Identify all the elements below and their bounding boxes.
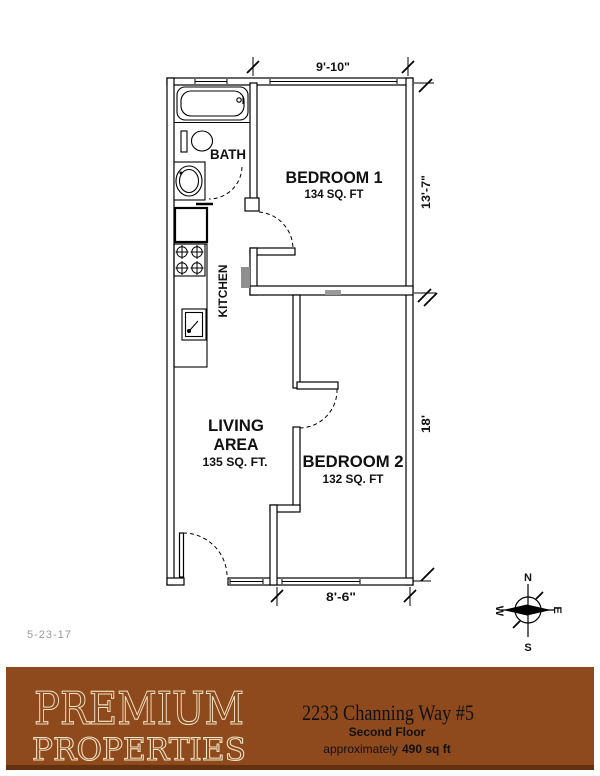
floor-label: Second Floor — [348, 725, 426, 739]
dim-right-lower-label: 18' — [421, 417, 433, 433]
address-label: 2233 Channing Way #5 — [302, 700, 474, 725]
living-area-sqft-label: 135 SQ. FT. — [202, 457, 268, 469]
living-area-label-line1: LIVING — [208, 417, 264, 435]
entry-door-leaf — [180, 533, 184, 577]
bath-sink-faucet-icon — [180, 172, 183, 175]
wall-bath-divider — [250, 83, 257, 200]
date-label: 5-23-17 — [27, 629, 72, 641]
bedroom2-area-label: 132 SQ. FT — [322, 474, 384, 486]
bedroom2-door-leaf — [297, 382, 338, 389]
footer — [6, 667, 594, 770]
wall-bottom-left-stub — [167, 578, 184, 585]
stove — [174, 244, 205, 276]
stove-burners — [176, 245, 204, 275]
sink-vanity — [174, 162, 205, 200]
dim-top-label: 9'-10" — [316, 62, 350, 74]
kitchen-label: KITCHEN — [216, 264, 230, 318]
dimension-bottom — [271, 587, 416, 606]
compass-w-label: W — [493, 605, 505, 617]
dimension-right-lower — [413, 415, 434, 581]
living-area-label-line2: AREA — [213, 436, 259, 454]
dim-right-upper-label: 13'-7" — [421, 177, 433, 209]
wall-door-jamb — [245, 198, 259, 211]
toilet-tank — [181, 131, 187, 152]
compass-tick-sw — [513, 621, 520, 628]
wall-bedroom2-left-upper — [293, 295, 300, 388]
wall-right — [406, 78, 413, 585]
bath-label: BATH — [210, 147, 246, 162]
bath-door-arc — [209, 167, 242, 199]
dim-bottom-label: 8'-6" — [326, 592, 356, 604]
wall-left — [167, 78, 174, 585]
compass-e-label: E — [551, 606, 563, 614]
dimension-top — [247, 57, 414, 76]
bedroom1-label: BEDROOM 1 — [285, 168, 383, 187]
interior-walls — [245, 83, 413, 585]
wall-bedroom2-left-mid — [293, 427, 300, 510]
wall-vent — [325, 290, 341, 295]
bedroom2-door-arc — [300, 389, 337, 428]
bath-fixtures — [174, 87, 250, 200]
compass-n-label: N — [524, 572, 532, 584]
wall-bedroom2-left-lower — [270, 505, 277, 585]
appliance-box — [175, 208, 207, 242]
dimension-right-upper — [414, 79, 437, 306]
approx-area-label — [323, 742, 450, 756]
wall-heater — [241, 267, 250, 288]
brand-name-line2: PROPERTIES — [32, 732, 246, 768]
approx-value: 490 sq ft — [402, 742, 451, 756]
approx-prefix: approximately — [323, 742, 399, 756]
bedroom1-door-arc — [259, 212, 293, 249]
entry-door-arc — [183, 533, 227, 575]
kitchen-counter — [174, 244, 207, 367]
compass-needle — [503, 605, 551, 616]
brand-name-line1: PREMIUM — [34, 682, 244, 735]
bedroom2-label: BEDROOM 2 — [302, 452, 404, 471]
compass-tick-ne — [536, 592, 543, 599]
compass-s-label: S — [524, 642, 532, 654]
compass-rose — [493, 572, 563, 654]
kitchen-fixtures — [174, 208, 207, 367]
bedroom1-area-label: 134 SQ. FT — [304, 189, 364, 201]
